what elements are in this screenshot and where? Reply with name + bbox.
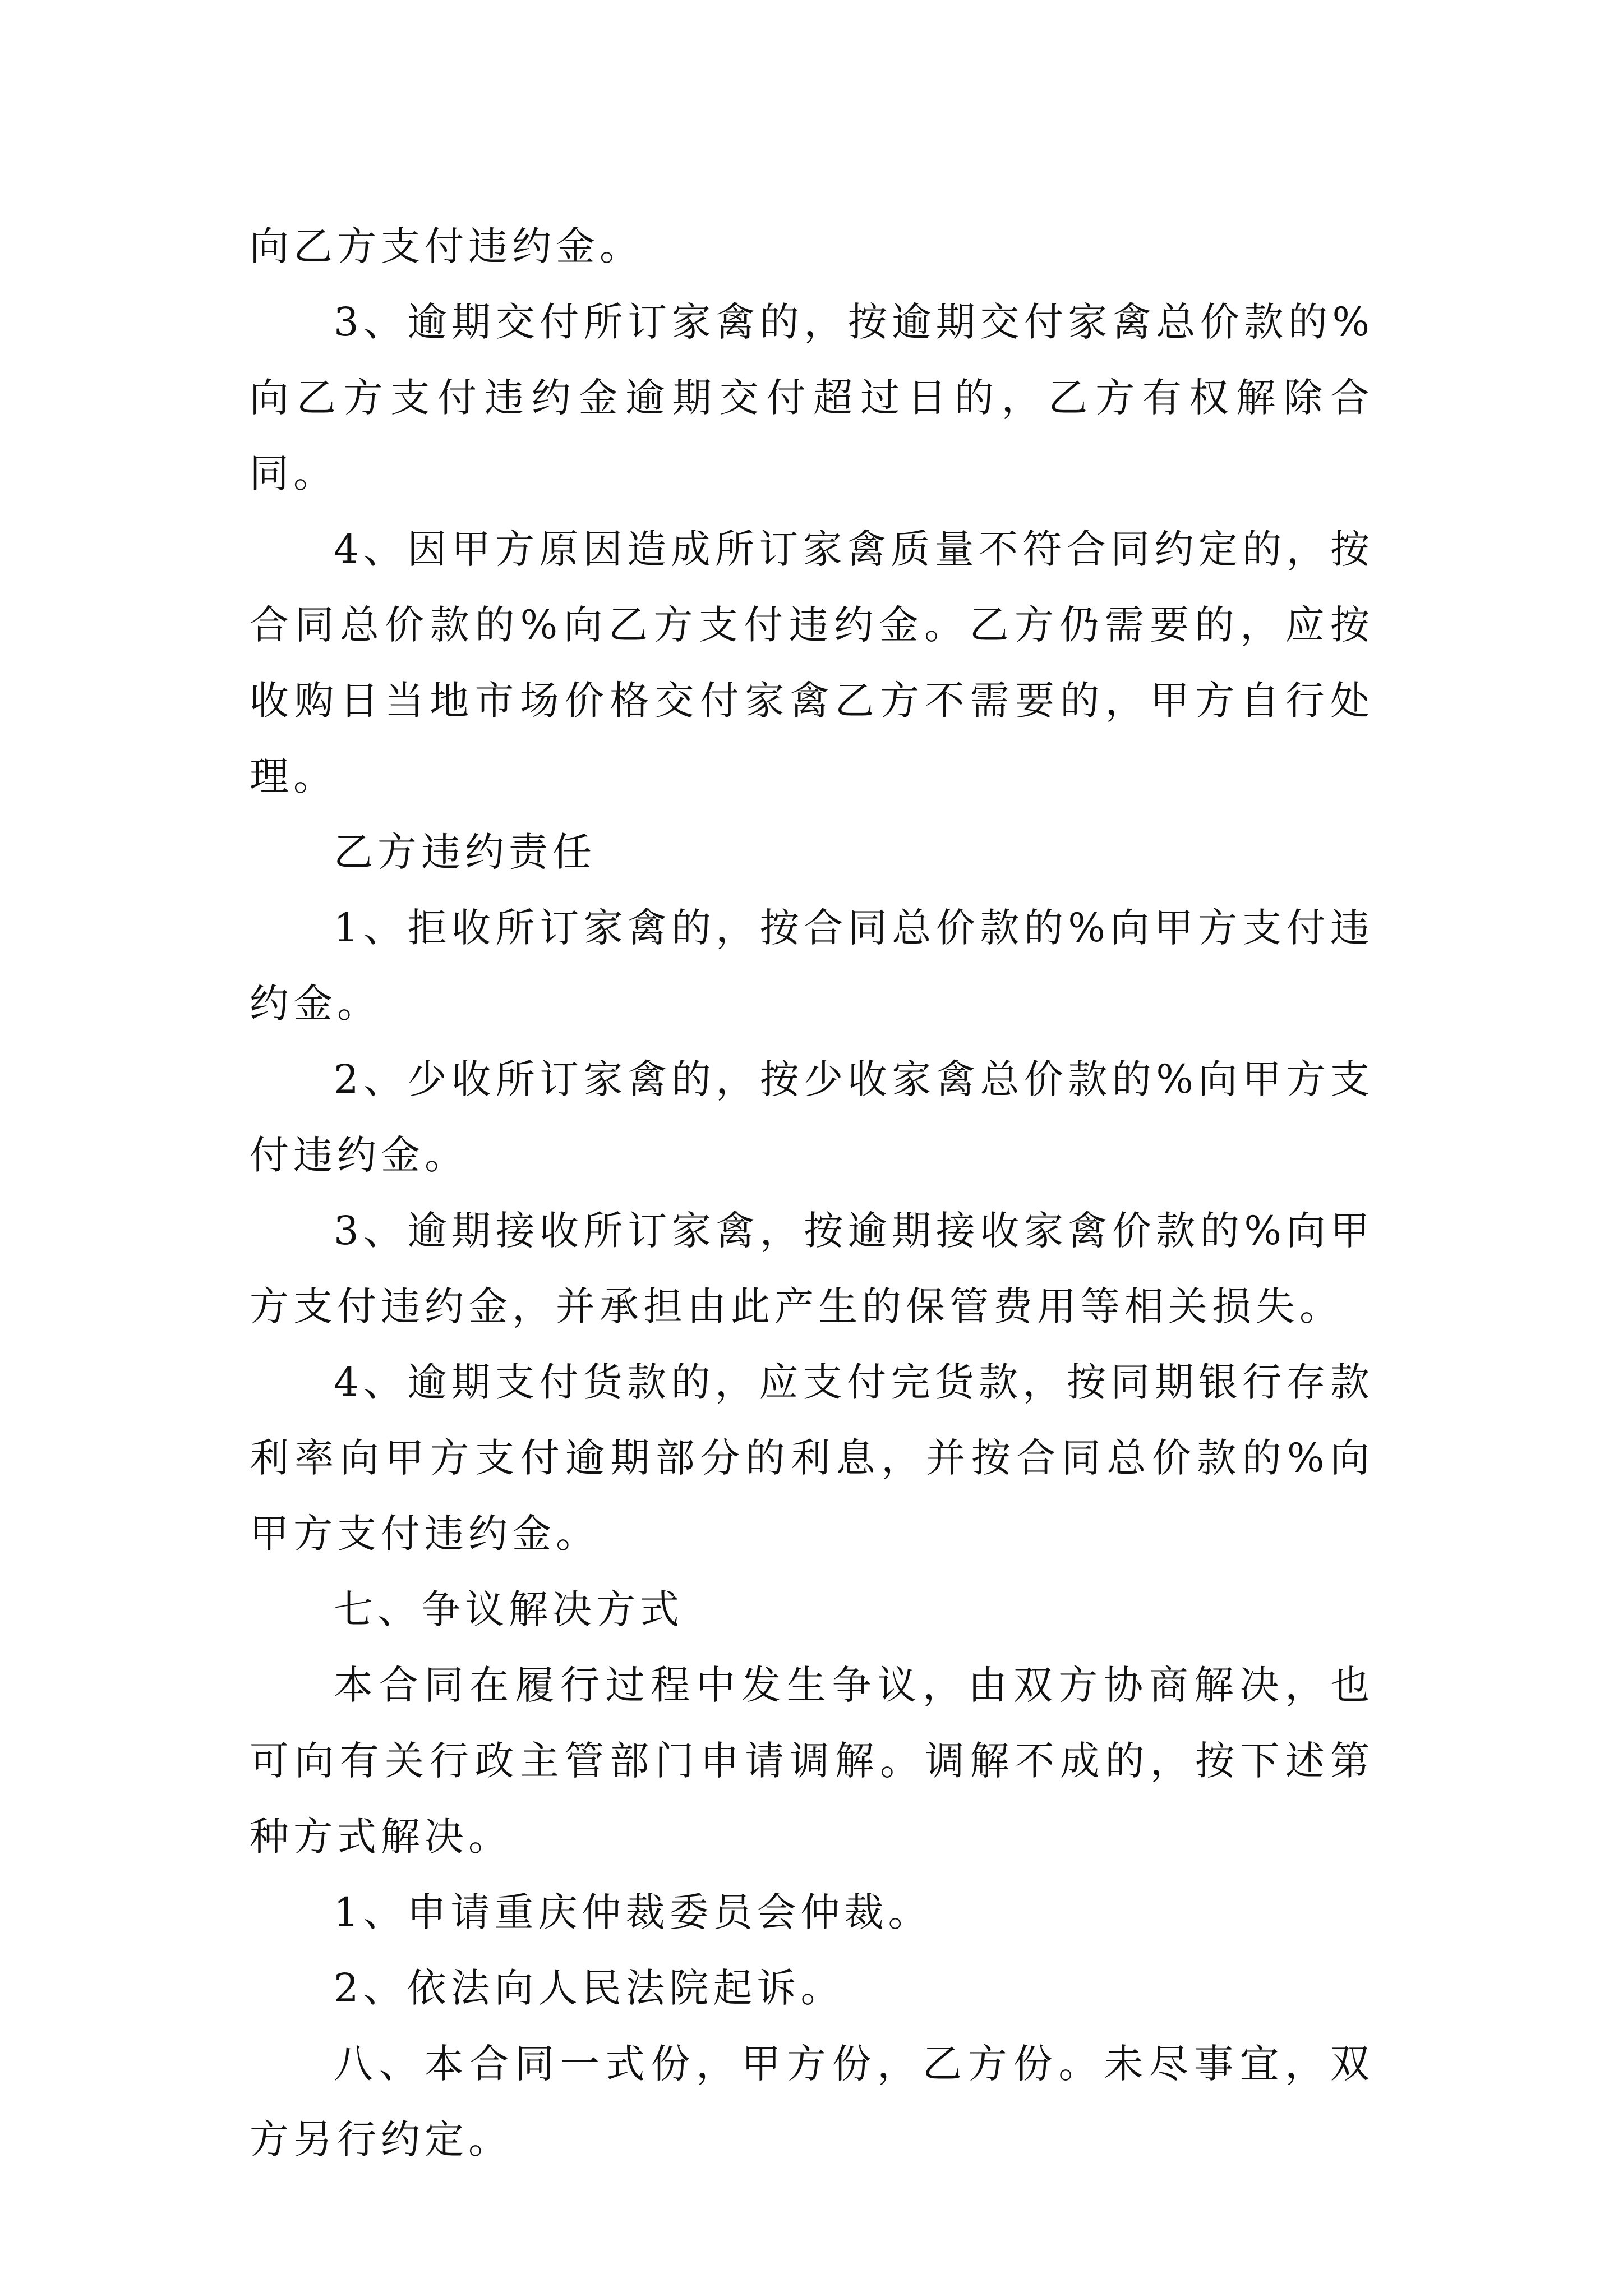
paragraph-buyer-breach-3: 3、逾期接收所订家禽，按逾期接收家禽价款的%向甲方支付违约金，并承担由此产生的保管费用等相关损失。	[250, 1208, 1374, 1329]
paragraph-copies-clause: 八、本合同一式份，甲方份，乙方份。未尽事宜，双方另行约定。	[250, 2041, 1374, 2162]
document-body	[250, 209, 1374, 2178]
paragraph-dispute-body: 本合同在履行过程中发生争议，由双方协商解决，也可向有关行政主管部门申请调解。调解不成的，按下述第种方式解决。	[250, 1662, 1374, 1860]
paragraph-dispute-option-1: 1、申请重庆仲裁委员会仲裁。	[334, 1889, 932, 1935]
heading-buyer-breach: 乙方违约责任	[334, 829, 596, 875]
paragraph-seller-breach-4: 4、因甲方原因造成所订家禽质量不符合同约定的，按合同总价款的%向乙方支付违约金。乙方仍需要的，应按收购日当地市场价格交付家禽乙方不需要的，甲方自行处理。	[250, 526, 1374, 799]
paragraph-dispute-option-2: 2、依法向人民法院起诉。	[334, 1965, 845, 2011]
paragraph-seller-breach-3: 3、逾期交付所订家禽的，按逾期交付家禽总价款的%向乙方支付违约金逾期交付超过日的，乙方有权解除合同。	[250, 299, 1374, 496]
paragraph-buyer-breach-2: 2、少收所订家禽的，按少收家禽总价款的%向甲方支付违约金。	[250, 1056, 1374, 1178]
paragraph-buyer-breach-4: 4、逾期支付货款的，应支付完货款，按同期银行存款利率向甲方支付逾期部分的利息，并按合同总价款的%向甲方支付违约金。	[250, 1359, 1374, 1557]
heading-dispute-resolution: 七、争议解决方式	[334, 1586, 684, 1632]
paragraph-continuation: 向乙方支付违约金。	[250, 223, 643, 269]
paragraph-buyer-breach-1: 1、拒收所订家禽的，按合同总价款的%向甲方支付违约金。	[250, 905, 1374, 1027]
